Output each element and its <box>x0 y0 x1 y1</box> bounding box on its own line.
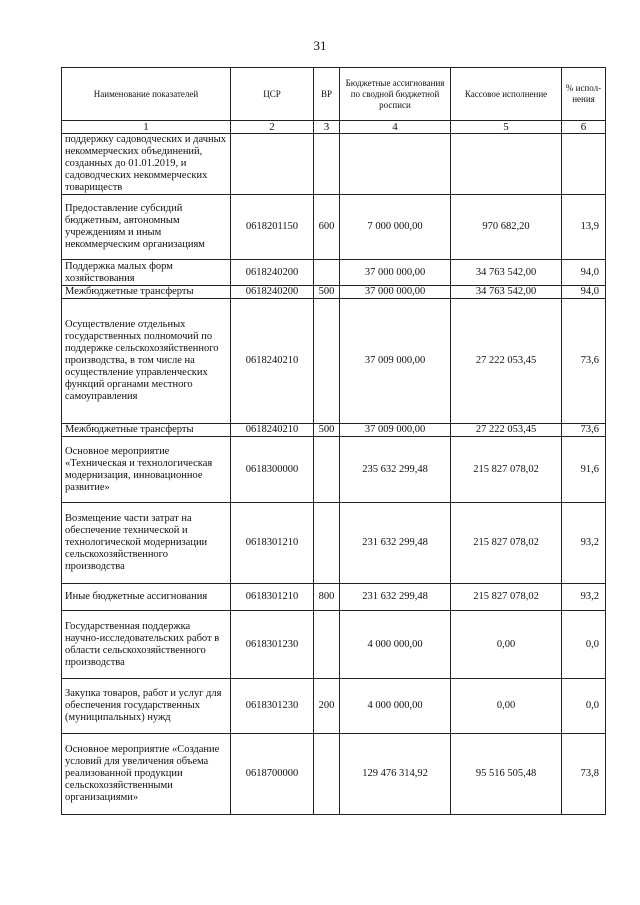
table-row <box>62 195 606 260</box>
row-cash: 34 763 542,00 <box>451 260 562 286</box>
row-budget: 7 000 000,00 <box>340 195 451 260</box>
row-cash: 27 222 053,45 <box>451 424 562 437</box>
row-budget: 231 632 299,48 <box>340 503 451 584</box>
row-cash: 27 222 053,45 <box>451 299 562 424</box>
row-budget: 231 632 299,48 <box>340 584 451 611</box>
row-csr: 0618301230 <box>231 611 314 679</box>
table-row <box>62 679 606 734</box>
row-pct: 73,8 <box>562 734 606 815</box>
row-budget: 37 000 000,00 <box>340 286 451 299</box>
row-budget: 4 000 000,00 <box>340 611 451 679</box>
row-vr: 200 <box>314 679 340 734</box>
header-name: Наименование показателей <box>62 68 231 121</box>
row-vr <box>314 611 340 679</box>
row-vr <box>314 134 340 195</box>
budget-execution-table <box>61 67 606 815</box>
table-row <box>62 734 606 815</box>
row-csr: 0618240200 <box>231 260 314 286</box>
row-csr: 0618240200 <box>231 286 314 299</box>
table-row <box>62 260 606 286</box>
table-row <box>62 611 606 679</box>
row-budget <box>340 134 451 195</box>
table-row <box>62 286 606 299</box>
row-vr <box>314 503 340 584</box>
row-pct: 94,0 <box>562 260 606 286</box>
row-csr: 0618300000 <box>231 437 314 503</box>
row-pct: 73,6 <box>562 424 606 437</box>
table-body <box>62 134 606 815</box>
column-number: 3 <box>314 121 340 134</box>
row-vr: 600 <box>314 195 340 260</box>
row-cash: 0,00 <box>451 611 562 679</box>
row-budget: 4 000 000,00 <box>340 679 451 734</box>
row-csr <box>231 134 314 195</box>
row-cash <box>451 134 562 195</box>
row-vr: 500 <box>314 424 340 437</box>
table-row <box>62 424 606 437</box>
row-name: поддержку садоводческих и дачных некоммерческих объединений, созданных до 01.01.2019, и садоводческих некоммерческих товариществ <box>62 134 231 195</box>
column-number-row <box>62 121 606 134</box>
row-name: Иные бюджетные ассигнования <box>62 584 231 611</box>
row-cash: 34 763 542,00 <box>451 286 562 299</box>
row-cash: 0,00 <box>451 679 562 734</box>
table-row <box>62 584 606 611</box>
table-row <box>62 299 606 424</box>
row-pct: 13,9 <box>562 195 606 260</box>
header-budget: Бюджетные ассигнования по сводной бюджетной росписи <box>340 68 451 121</box>
row-pct: 0,0 <box>562 611 606 679</box>
row-csr: 0618301210 <box>231 584 314 611</box>
table-row <box>62 503 606 584</box>
header-vr: ВР <box>314 68 340 121</box>
page-number: 31 <box>313 38 327 53</box>
row-pct: 93,2 <box>562 584 606 611</box>
row-pct: 0,0 <box>562 679 606 734</box>
row-budget: 235 632 299,48 <box>340 437 451 503</box>
row-pct: 91,6 <box>562 437 606 503</box>
row-pct: 73,6 <box>562 299 606 424</box>
header-cash: Кассовое исполнение <box>451 68 562 121</box>
row-vr: 800 <box>314 584 340 611</box>
row-csr: 0618201150 <box>231 195 314 260</box>
row-vr <box>314 734 340 815</box>
table-row <box>62 134 606 195</box>
row-csr: 0618301230 <box>231 679 314 734</box>
column-number: 2 <box>231 121 314 134</box>
row-name: Осуществление отдельных государственных полномочий по поддержке сельскохозяйственного производства, в том числе на осуществление управленческих функций органами местного самоуправления <box>62 299 231 424</box>
row-name: Основное мероприятие «Создание условий для увеличения объема реализованной продукции сельскохозяйственными организациями» <box>62 734 231 815</box>
row-name: Межбюджетные трансферты <box>62 424 231 437</box>
row-cash: 215 827 078,02 <box>451 437 562 503</box>
header-pct: % испол-нения <box>562 68 606 121</box>
row-pct <box>562 134 606 195</box>
table-row <box>62 437 606 503</box>
row-name: Возмещение части затрат на обеспечение технической и технологической модернизации сельскохозяйственного производства <box>62 503 231 584</box>
row-cash: 215 827 078,02 <box>451 584 562 611</box>
column-number: 4 <box>340 121 451 134</box>
row-csr: 0618240210 <box>231 299 314 424</box>
row-csr: 0618240210 <box>231 424 314 437</box>
row-budget: 129 476 314,92 <box>340 734 451 815</box>
row-budget: 37 009 000,00 <box>340 299 451 424</box>
row-vr <box>314 260 340 286</box>
row-budget: 37 009 000,00 <box>340 424 451 437</box>
row-name: Основное мероприятие «Техническая и технологическая модернизация, инновационное развитие» <box>62 437 231 503</box>
header-csr: ЦСР <box>231 68 314 121</box>
row-cash: 95 516 505,48 <box>451 734 562 815</box>
row-vr <box>314 299 340 424</box>
header-row <box>62 68 606 121</box>
row-csr: 0618301210 <box>231 503 314 584</box>
row-vr: 500 <box>314 286 340 299</box>
row-vr <box>314 437 340 503</box>
row-name: Государственная поддержка научно-исследовательских работ в области сельскохозяйственного производства <box>62 611 231 679</box>
row-pct: 93,2 <box>562 503 606 584</box>
column-number: 1 <box>62 121 231 134</box>
row-name: Межбюджетные трансферты <box>62 286 231 299</box>
row-name: Поддержка малых форм хозяйствования <box>62 260 231 286</box>
column-number: 6 <box>562 121 606 134</box>
row-cash: 215 827 078,02 <box>451 503 562 584</box>
row-cash: 970 682,20 <box>451 195 562 260</box>
column-number: 5 <box>451 121 562 134</box>
row-pct: 94,0 <box>562 286 606 299</box>
row-csr: 0618700000 <box>231 734 314 815</box>
row-name: Предоставление субсидий бюджетным, автономным учреждениям и иным некоммерческим организациям <box>62 195 231 260</box>
row-name: Закупка товаров, работ и услуг для обеспечения государственных (муниципальных) нужд <box>62 679 231 734</box>
row-budget: 37 000 000,00 <box>340 260 451 286</box>
